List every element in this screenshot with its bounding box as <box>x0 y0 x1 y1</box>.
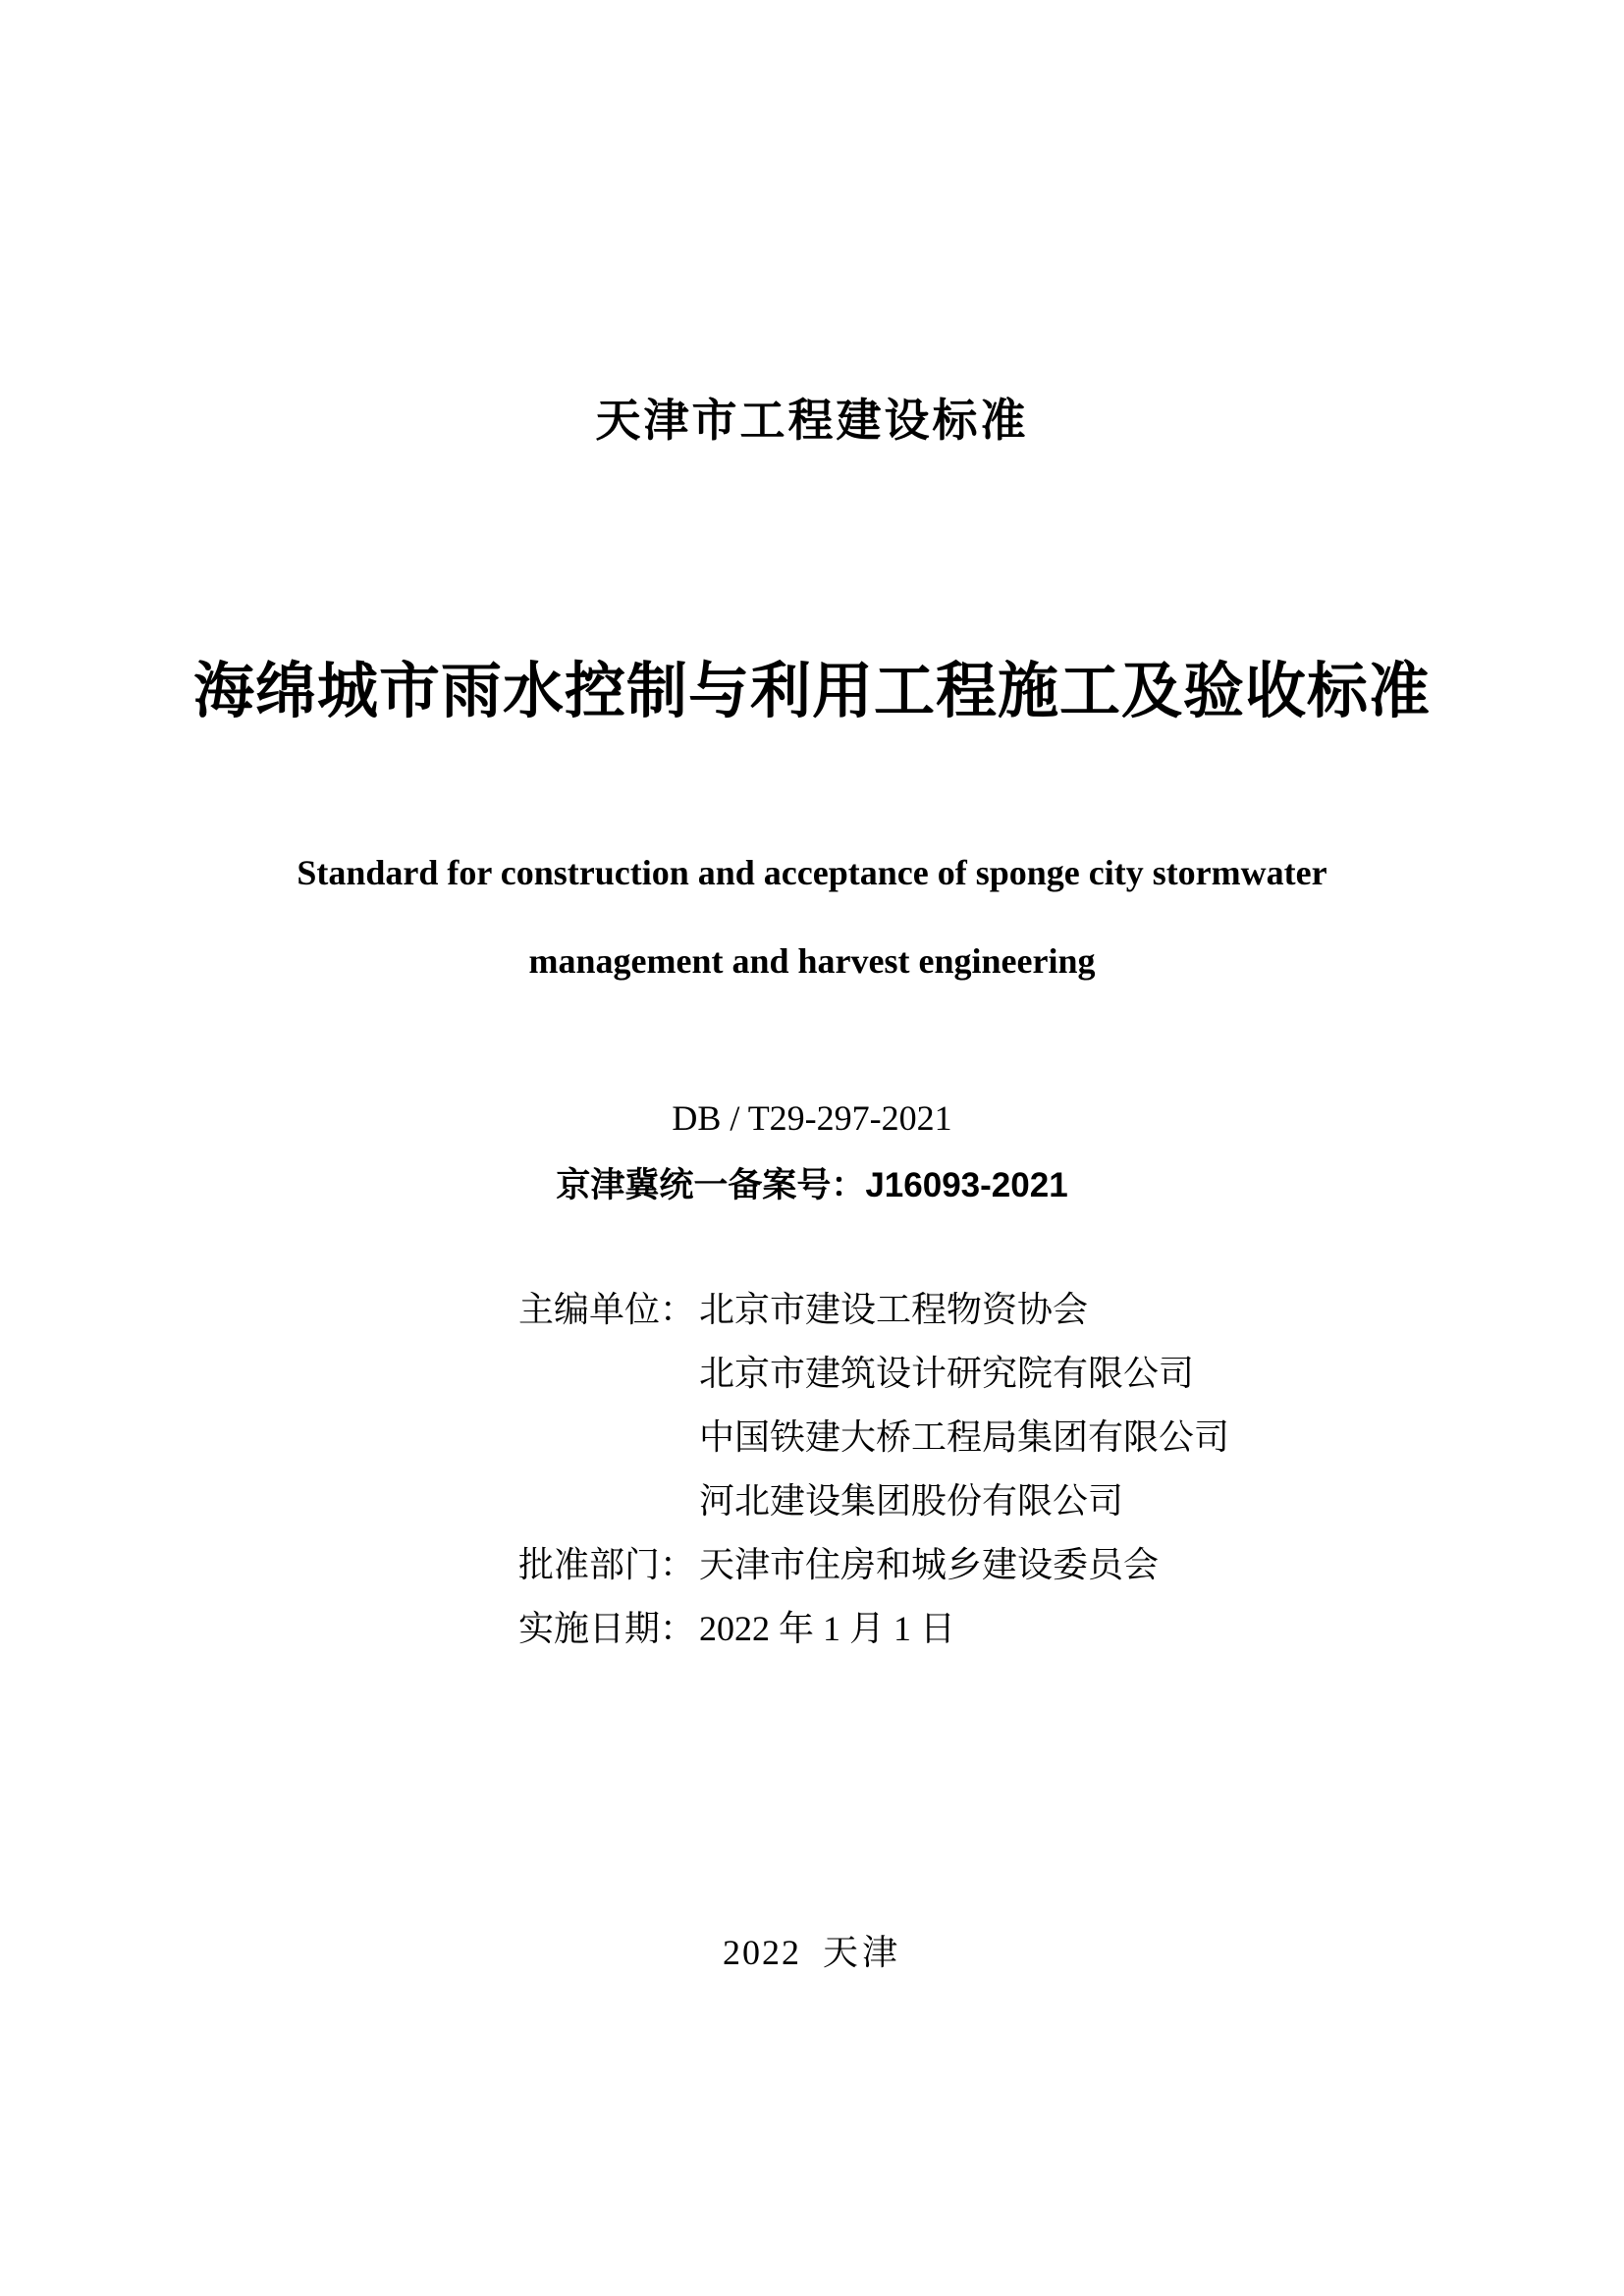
info-label-spacer <box>518 1342 695 1406</box>
english-title-line1: Standard for construction and acceptance of sponge city stormwater <box>297 853 1327 892</box>
info-label-spacer <box>518 1406 695 1469</box>
main-title-cn: 海绵城市雨水控制与利用工程施工及验收标准 <box>192 658 1431 725</box>
implementation-date-value: 2022 年 1 月 1 日 <box>699 1609 956 1648</box>
chief-editor-label: 主编单位： <box>518 1290 696 1329</box>
info-block <box>518 1278 1229 1661</box>
footer-year: 2022 <box>722 1933 801 1972</box>
footer-line <box>0 1925 1624 1975</box>
chief-editor-unit: 北京市建筑设计研究院有限公司 <box>699 1354 1195 1393</box>
chief-editor-unit: 北京市建设工程物资协会 <box>699 1290 1089 1329</box>
series-label: 天津市工程建设标准 <box>595 395 1029 446</box>
chief-editor-unit: 河北建设集团股份有限公司 <box>699 1481 1124 1521</box>
record-number: 京津冀统一备案号：J16093-2021 <box>556 1166 1068 1204</box>
chief-editor-unit: 中国铁建大桥工程局集团有限公司 <box>699 1417 1230 1457</box>
implementation-date-label: 实施日期： <box>518 1609 696 1648</box>
approval-department-value: 天津市住房和城乡建设委员会 <box>699 1545 1160 1584</box>
approval-department-label: 批准部门： <box>518 1545 696 1584</box>
info-label-spacer <box>518 1469 695 1533</box>
english-title-line2: management and harvest engineering <box>528 941 1096 981</box>
standard-number: DB / T29-297-2021 <box>672 1098 952 1138</box>
footer-city: 天津 <box>822 1932 901 1972</box>
